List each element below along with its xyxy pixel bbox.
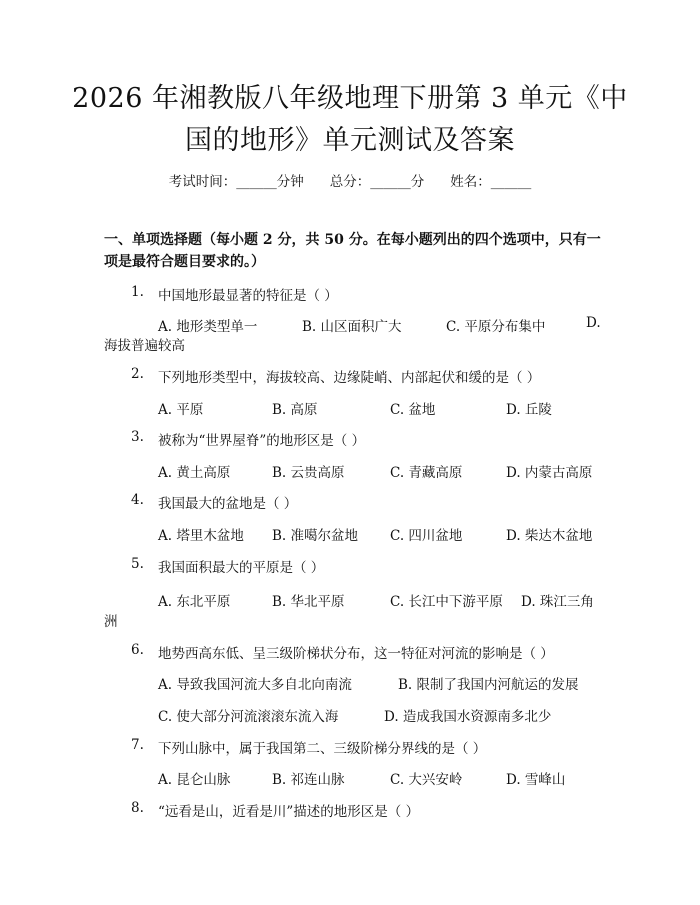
- question-text: 地势西高东低、呈三级阶梯状分布，这一特征对河流的影响是（ ）: [158, 646, 554, 662]
- option-a: A. 东北平原: [158, 594, 231, 610]
- title-line-1: 2026 年湘教版八年级地理下册第 3 单元《中: [72, 83, 628, 114]
- option-c: C. 长江中下游平原: [390, 594, 503, 610]
- question-number: 2.: [131, 366, 144, 382]
- exam-score: 总分：______分: [329, 174, 425, 190]
- option-d: D. 珠江三角: [521, 594, 594, 610]
- option-b: B. 高原: [272, 402, 318, 418]
- document-title: [60, 78, 640, 162]
- student-name: 姓名：______: [450, 174, 532, 190]
- exam-time: 考试时间：______分钟: [168, 174, 304, 190]
- question-text: 中国地形最显著的特征是（ ）: [158, 288, 338, 304]
- option-a: A. 塔里木盆地: [158, 528, 244, 544]
- option-b: B. 山区面积广大: [302, 319, 402, 335]
- option-d: D. 造成我国水资源南多北少: [384, 709, 552, 725]
- option-d: D. 雪峰山: [506, 772, 566, 788]
- question-number: 4.: [131, 492, 144, 508]
- option-d-wrap: 海拔普遍较高: [104, 338, 185, 354]
- section-heading: 一、单项选择题（每小题 2 分，共 50 分。在每小题列出的四个选项中，只有一项是最符合题目要求的。）: [104, 232, 601, 270]
- option-c: C. 四川盆地: [390, 528, 463, 544]
- option-c: C. 平原分布集中: [446, 319, 546, 335]
- question-number: 8.: [131, 800, 144, 816]
- option-a: A. 平原: [158, 402, 204, 418]
- question-number: 7.: [131, 737, 144, 753]
- option-a: A. 地形类型单一: [158, 319, 258, 335]
- option-b: B. 云贵高原: [272, 465, 345, 481]
- question-text: 我国最大的盆地是（ ）: [158, 496, 298, 512]
- option-a: A. 导致我国河流大多自北向南流: [158, 677, 352, 693]
- option-c: C. 青藏高原: [390, 465, 463, 481]
- question-number: 3.: [131, 429, 144, 445]
- question-text: 下列山脉中，属于我国第二、三级阶梯分界线的是（ ）: [158, 741, 487, 757]
- option-b: B. 祁连山脉: [272, 772, 345, 788]
- option-a: A. 黄土高原: [158, 465, 231, 481]
- option-c: C. 盆地: [390, 402, 436, 418]
- question-text: 被称为“世界屋脊”的地形区是（ ）: [158, 433, 366, 449]
- option-d: D. 内蒙古高原: [506, 465, 593, 481]
- option-b: B. 华北平原: [272, 594, 345, 610]
- option-c: C. 大兴安岭: [390, 772, 463, 788]
- exam-info: [0, 170, 700, 190]
- question-number: 5.: [131, 556, 144, 572]
- option-d: D.: [586, 315, 601, 331]
- question-text: 下列地形类型中，海拔较高、边缘陡峭、内部起伏和缓的是（ ）: [158, 370, 541, 386]
- question-number: 6.: [131, 642, 144, 658]
- option-a: A. 昆仑山脉: [158, 772, 231, 788]
- question-text: 我国面积最大的平原是（ ）: [158, 560, 325, 576]
- option-b: B. 准噶尔盆地: [272, 528, 359, 544]
- option-d-wrap: 洲: [104, 614, 118, 630]
- title-line-2: 国的地形》单元测试及答案: [185, 125, 515, 156]
- option-d: D. 丘陵: [506, 402, 552, 418]
- option-c: C. 使大部分河流滚滚东流入海: [158, 709, 339, 725]
- question-text: “远看是山，近看是川”描述的地形区是（ ）: [158, 804, 420, 820]
- option-d: D. 柴达木盆地: [506, 528, 593, 544]
- option-b: B. 限制了我国内河航运的发展: [398, 677, 579, 693]
- question-number: 1.: [131, 284, 144, 300]
